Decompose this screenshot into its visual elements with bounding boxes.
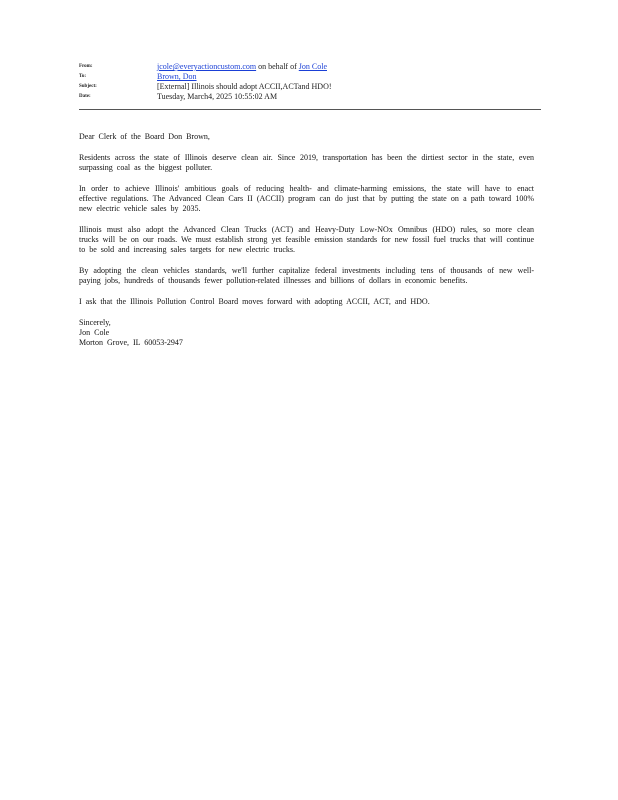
date-value: Tuesday, March4, 2025 10:55:02 AM bbox=[157, 92, 278, 101]
subject-value: [External] Illinois should adopt ACCII,ACTand HDO! bbox=[157, 82, 332, 91]
from-name-link[interactable]: Jon Cole bbox=[298, 62, 327, 71]
greeting: Dear Clerk of the Board Don Brown, bbox=[79, 132, 210, 141]
to-recipient-link[interactable]: Brown, Don bbox=[157, 72, 197, 81]
from-value bbox=[157, 62, 327, 72]
closing: Sincerely, bbox=[79, 318, 111, 327]
signature-name: Jon Cole bbox=[79, 328, 110, 337]
subject-label: Subject: bbox=[79, 84, 97, 89]
header-divider bbox=[79, 109, 541, 110]
date-label: Date: bbox=[79, 94, 91, 99]
to-label: To: bbox=[79, 74, 87, 79]
date-row bbox=[79, 92, 541, 102]
body-paragraph: In order to achieve Illinois' ambitious goals of reducing health- and climate-harming emissions, the state will have to enact effective regulations. The Advanced Clean Cars II (ACCII) program can do just that by putting the state on a path toward 100% new electric vehicle sales by 2035. bbox=[79, 184, 534, 213]
on-behalf-text: on behalf of bbox=[258, 62, 297, 71]
body-paragraph: Residents across the state of Illinois deserve clean air. Since 2019, transportation has been the dirtiest sector in the state, even surpassing coal as the biggest polluter. bbox=[79, 153, 534, 172]
from-row bbox=[79, 62, 541, 72]
subject-row bbox=[79, 82, 541, 92]
from-email-link[interactable]: jcole@everyactioncustom.com bbox=[157, 62, 257, 71]
body-paragraph: Illinois must also adopt the Advanced Clean Trucks (ACT) and Heavy-Duty Low-NOx Omnibus (HDO) rules, so more clean trucks will be on our roads. We must establish strong yet feasible emission standards for new fossil fuel trucks that will continue to be sold and increasing sales targets for new electric trucks. bbox=[79, 225, 534, 254]
email-body bbox=[79, 132, 534, 348]
body-paragraph: I ask that the Illinois Pollution Control Board moves forward with adopting ACCII, ACT, and HDO. bbox=[79, 297, 430, 306]
signature-address: Morton Grove, IL 60053-2947 bbox=[79, 338, 183, 347]
body-paragraph: By adopting the clean vehicles standards, we'll further capitalize federal investments including tens of thousands of new well-paying jobs, hundreds of thousands fewer pollution-related illnesses and billions of dollars in economic benefits. bbox=[79, 266, 534, 285]
to-row bbox=[79, 72, 541, 82]
email-header bbox=[79, 62, 541, 102]
from-label: From: bbox=[79, 64, 93, 69]
